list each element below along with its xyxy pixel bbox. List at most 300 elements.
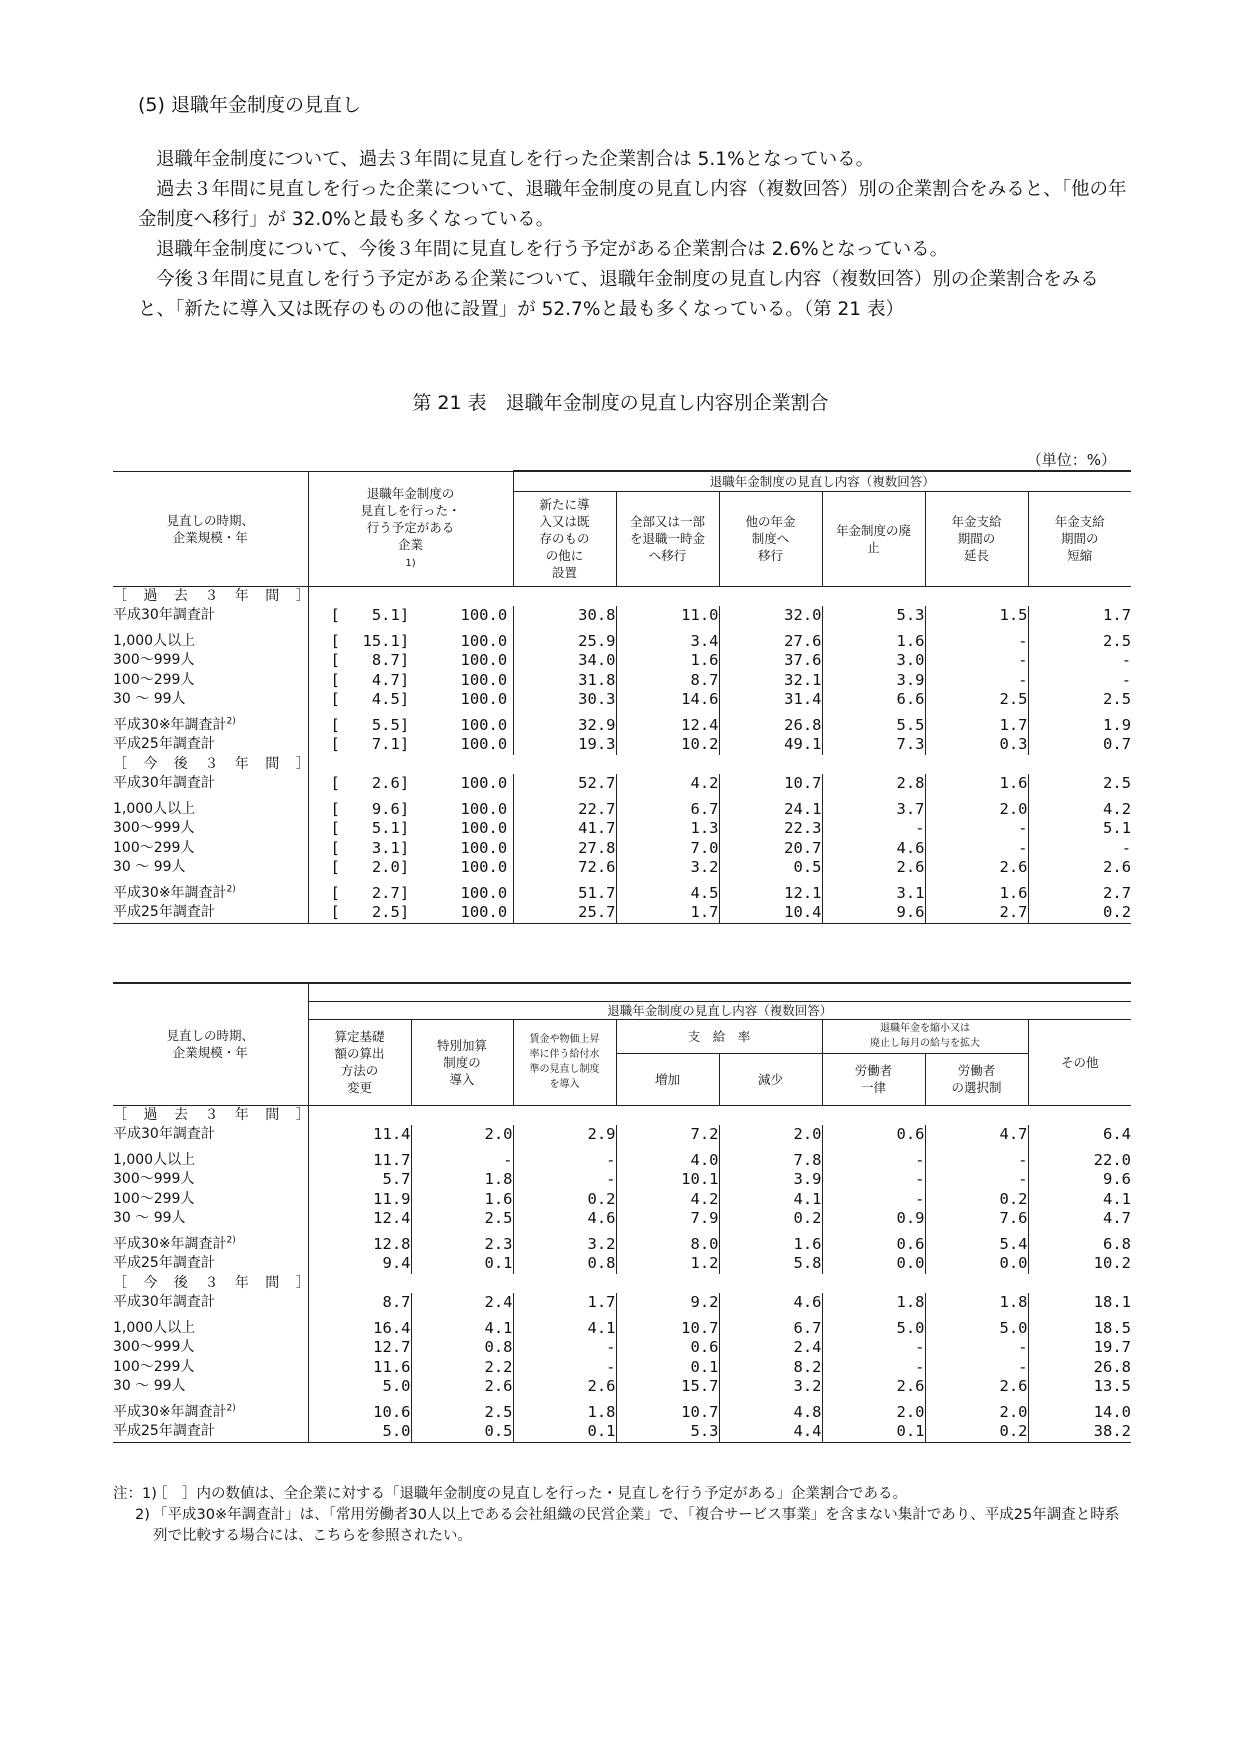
overall-cell <box>308 606 513 626</box>
row-label-text: 平成30年調査計 <box>113 1294 215 1310</box>
table-row <box>113 626 1131 652</box>
value-cell: 12.8 <box>308 1229 411 1255</box>
table-row <box>113 1254 1131 1274</box>
value-cell: 2.9 <box>513 1125 616 1145</box>
bracket-close: ] <box>399 735 410 753</box>
value-cell: - <box>822 819 925 839</box>
value-cell: - <box>411 1145 513 1171</box>
value-cell: 19.3 <box>513 735 616 755</box>
value-cell: 14.6 <box>616 690 719 710</box>
value-cell: 10.2 <box>1093 1254 1131 1272</box>
value-cell: 52.7 <box>513 774 616 794</box>
unit-label: （単位：%） <box>1026 451 1116 469</box>
value-cell: 4.8 <box>719 1397 822 1423</box>
bracket-close: ] <box>399 819 410 837</box>
bracket-value: 5.1 <box>371 606 400 624</box>
total-value: 100.0 <box>460 883 508 902</box>
value-cell: 32.0 <box>719 606 822 626</box>
col-benefit-review: 賃金や物価上昇 率に伴う給付水 準の見直し制度 を導入 <box>513 1019 616 1105</box>
value-cell: 3.4 <box>616 626 719 652</box>
period-label <box>113 586 316 606</box>
value-cell: 1.6 <box>411 1190 513 1210</box>
value-cell: 5.3 <box>616 1422 719 1442</box>
row-label <box>113 1377 308 1397</box>
table-row <box>113 690 1131 710</box>
value-cell: 31.4 <box>719 690 822 710</box>
table-1 <box>113 470 1131 924</box>
row-label <box>113 1170 308 1190</box>
total-value: 100.0 <box>460 690 508 708</box>
value-cell: 10.7 <box>616 1313 719 1339</box>
value-cell: 6.6 <box>822 690 925 710</box>
value-cell: 19.7 <box>1093 1338 1131 1356</box>
value-cell: 1.7 <box>616 903 719 923</box>
row-label-text: 300～999人 <box>113 1171 195 1187</box>
value-cell: 0.9 <box>822 1209 925 1229</box>
bracket-close: ] <box>399 799 410 818</box>
value-cell: 2.4 <box>411 1293 513 1313</box>
bracket-open: [ <box>330 858 340 876</box>
bracket-value: 2.0 <box>371 858 400 876</box>
table-row <box>113 839 1131 859</box>
group-header: 退職年金制度の見直し内容（複数回答） <box>513 471 1131 491</box>
row-label-text: 平成25年調査計 <box>113 736 215 752</box>
row-label <box>113 819 308 839</box>
value-cell: 5.3 <box>822 606 925 626</box>
bracket-close: ] <box>399 606 410 624</box>
value-cell: 0.5 <box>719 858 822 878</box>
row-label <box>113 1229 308 1255</box>
empty-cell <box>308 1274 1131 1294</box>
value-cell: 1.5 <box>925 606 1028 626</box>
row-label-text: ［ 過 去 ３ 年 間 ］ <box>113 587 316 604</box>
value-cell: - <box>1121 838 1132 857</box>
value-cell: 34.0 <box>513 651 616 671</box>
table-row <box>113 1358 1131 1378</box>
bracket-value: 5.5 <box>371 715 400 734</box>
value-cell: 6.7 <box>719 1313 822 1339</box>
total-value: 100.0 <box>460 774 508 792</box>
table-2-body <box>113 1105 1131 1442</box>
value-cell: 41.7 <box>513 819 616 839</box>
value-cell: 9.2 <box>616 1293 719 1313</box>
bracket-open: [ <box>330 735 340 753</box>
overall-cell <box>308 819 513 839</box>
total-value: 100.0 <box>460 631 508 650</box>
bracket-close: ] <box>399 858 410 876</box>
bracket-open: [ <box>330 774 340 792</box>
value-cell: 3.9 <box>719 1170 822 1190</box>
value-cell: 0.2 <box>1028 903 1131 923</box>
value-cell: 10.2 <box>616 735 719 755</box>
total-value: 100.0 <box>460 651 508 669</box>
table-2 <box>113 982 1131 1443</box>
footnote-label: 2) <box>135 1507 150 1523</box>
table-row <box>113 878 1131 904</box>
row-label-text: 30 ～ 99人 <box>113 859 186 875</box>
overall-cell <box>308 651 513 671</box>
value-cell: 18.1 <box>1093 1293 1131 1311</box>
value-cell: 12.1 <box>719 878 822 904</box>
bracket-value: 3.1 <box>371 838 400 857</box>
value-cell: 4.1 <box>513 1313 616 1339</box>
overall-cell <box>308 839 513 859</box>
bracket-value: 9.6 <box>371 799 400 818</box>
overall-cell <box>308 710 513 736</box>
value-cell: 2.5 <box>1103 631 1132 650</box>
row-label-text: 300～999人 <box>113 820 195 836</box>
value-cell: - <box>925 1358 1028 1378</box>
value-cell: 2.3 <box>411 1229 513 1255</box>
total-value: 100.0 <box>460 715 508 734</box>
table-row <box>113 774 1131 794</box>
period-label <box>113 1274 316 1294</box>
period-label <box>113 755 316 775</box>
value-cell: 1.8 <box>925 1293 1028 1313</box>
value-cell: 0.7 <box>1103 735 1132 753</box>
value-cell: - <box>513 1145 616 1171</box>
table-row <box>113 651 1131 671</box>
overall-cell <box>308 858 513 878</box>
col-rate-down: 減少 <box>719 1053 822 1105</box>
value-cell: 7.0 <box>616 839 719 859</box>
value-cell: 1.3 <box>616 819 719 839</box>
bracket-close: ] <box>399 903 410 921</box>
row-label <box>113 1125 308 1145</box>
table-row <box>113 1422 1131 1442</box>
value-cell: 27.8 <box>513 839 616 859</box>
value-cell: 6.4 <box>1103 1125 1131 1143</box>
value-cell: 9.4 <box>308 1254 411 1274</box>
value-cell: 2.8 <box>822 774 925 794</box>
value-cell: 31.8 <box>513 671 616 691</box>
value-cell: - <box>925 1338 1028 1358</box>
value-cell: 2.5 <box>411 1209 513 1229</box>
value-cell: 0.1 <box>822 1422 925 1442</box>
value-cell: 26.8 <box>719 710 822 736</box>
row-label-text: ［ 過 去 ３ 年 間 ］ <box>113 1106 316 1123</box>
footnote <box>113 1505 1123 1547</box>
value-cell: 30.8 <box>513 606 616 626</box>
row-label-text: 1,000人以上 <box>113 632 196 649</box>
value-cell: 1.6 <box>822 626 925 652</box>
value-cell: 8.7 <box>308 1293 411 1313</box>
value-cell: 2.0 <box>719 1125 822 1145</box>
table-row <box>113 1293 1131 1313</box>
value-cell: 2.6 <box>1103 858 1132 876</box>
total-value: 100.0 <box>460 838 508 857</box>
value-cell: - <box>925 671 1028 691</box>
table-row <box>113 1229 1131 1255</box>
value-cell: 16.4 <box>308 1313 411 1339</box>
row-label-text: 30 ～ 99人 <box>113 691 186 707</box>
value-cell: - <box>822 1338 925 1358</box>
bracket-open: [ <box>330 883 340 902</box>
total-value: 100.0 <box>460 799 508 818</box>
value-cell: 4.7 <box>925 1125 1028 1145</box>
header-spacer <box>308 983 1131 1001</box>
value-cell: 8.7 <box>616 671 719 691</box>
value-cell: 12.7 <box>308 1338 411 1358</box>
value-cell: 3.2 <box>616 858 719 878</box>
value-cell: 11.4 <box>308 1125 411 1145</box>
footnote-text: ［ ］内の数値は、全企業に対する「退職年金制度の見直しを行った・見直しを行う予定がある」企業割合である。 <box>153 1486 907 1502</box>
bracket-close: ] <box>399 883 410 902</box>
value-cell: 24.1 <box>719 794 822 820</box>
bracket-close: ] <box>399 690 410 708</box>
bracket-open: [ <box>330 819 340 837</box>
total-value: 100.0 <box>460 735 508 753</box>
row-label-text: 100～299人 <box>113 671 195 688</box>
value-cell: 3.1 <box>822 878 925 904</box>
overall-cell <box>308 903 513 923</box>
bracket-open: [ <box>330 903 340 921</box>
footnote <box>113 1484 1123 1505</box>
total-value: 100.0 <box>460 858 508 876</box>
table-row <box>113 1145 1131 1171</box>
value-cell: 10.7 <box>616 1397 719 1423</box>
value-cell: 11.7 <box>308 1145 411 1171</box>
value-cell: 1.7 <box>513 1293 616 1313</box>
value-cell: 11.6 <box>308 1358 411 1378</box>
value-cell: - <box>513 1170 616 1190</box>
value-cell: 7.8 <box>719 1145 822 1171</box>
value-cell: 72.6 <box>513 858 616 878</box>
value-cell: 7.3 <box>822 735 925 755</box>
value-cell: 1.8 <box>822 1293 925 1313</box>
value-cell: - <box>925 651 1028 671</box>
value-cell: 26.8 <box>1093 1357 1131 1376</box>
bracket-value: 2.6 <box>371 774 400 792</box>
value-cell: 0.3 <box>925 735 1028 755</box>
paragraph: 今後３年間に見直しを行う予定がある企業について、退職年金制度の見直し内容（複数回答）別の企業割合をみると、「新たに導入又は既存のものの他に設置」が 52.7%と最も多くなっている。（第 21 表） <box>138 269 1099 320</box>
table-row <box>113 1170 1131 1190</box>
row-label <box>113 1422 308 1442</box>
value-cell: 25.9 <box>513 626 616 652</box>
row-label <box>113 690 308 710</box>
row-label-text: 平成30年調査計 <box>113 775 215 791</box>
paragraph: 過去３年間に見直しを行った企業について、退職年金制度の見直し内容（複数回答）別の企業割合をみると、「他の年金制度へ移行」が 32.0%と最も多くなっている。 <box>138 179 1127 230</box>
value-cell: 4.1 <box>411 1313 513 1339</box>
row-label-text: 1,000人以上 <box>113 1151 196 1168</box>
period-label <box>113 1105 316 1125</box>
value-cell: 20.7 <box>719 839 822 859</box>
value-cell: 3.2 <box>719 1377 822 1397</box>
table-row <box>113 1125 1131 1145</box>
value-cell: 3.0 <box>822 651 925 671</box>
table-row <box>113 1377 1131 1397</box>
table-row <box>113 1397 1131 1423</box>
value-cell: 4.6 <box>822 839 925 859</box>
value-cell: 4.0 <box>616 1145 719 1171</box>
bracket-value: 15.1 <box>362 631 400 650</box>
bracket-value: 2.5 <box>371 903 400 921</box>
bracket-close: ] <box>399 715 410 734</box>
footnote-ref: 2) <box>226 1402 236 1413</box>
value-cell: 2.6 <box>925 858 1028 878</box>
value-cell: 6.8 <box>1103 1234 1131 1253</box>
value-cell: 12.4 <box>308 1209 411 1229</box>
value-cell: 1.8 <box>411 1170 513 1190</box>
row-label <box>113 878 308 904</box>
row-label-text: 300～999人 <box>113 1339 195 1355</box>
value-cell: 1.6 <box>925 774 1028 794</box>
value-cell: 0.1 <box>513 1422 616 1442</box>
value-cell: 2.5 <box>925 690 1028 710</box>
value-cell: 2.6 <box>822 858 925 878</box>
value-cell: 0.6 <box>822 1229 925 1255</box>
value-cell: - <box>513 1358 616 1378</box>
value-cell: 2.5 <box>1103 774 1132 792</box>
bracket-value: 4.7 <box>371 670 400 689</box>
table-row <box>113 794 1131 820</box>
bracket-open: [ <box>330 606 340 624</box>
value-cell: - <box>822 1190 925 1210</box>
value-cell: 3.7 <box>822 794 925 820</box>
bracket-value: 8.7 <box>371 651 400 669</box>
value-cell: 5.0 <box>925 1313 1028 1339</box>
col-abolish: 年金制度の廃 止 <box>822 491 925 586</box>
row-label-text: 1,000人以上 <box>113 800 196 817</box>
value-cell: - <box>925 839 1028 859</box>
empty-cell <box>308 1105 1131 1125</box>
col-new-install: 新たに導 入又は既 存のもの の他に 設置 <box>513 491 616 586</box>
overall-cell <box>308 671 513 691</box>
value-cell: 5.1 <box>1103 819 1132 837</box>
row-label <box>113 1254 308 1274</box>
table-row <box>113 735 1131 755</box>
row-label <box>113 671 308 691</box>
value-cell: 25.7 <box>513 903 616 923</box>
paragraph: 退職年金制度について、今後３年間に見直しを行う予定がある企業割合は 2.6%となっている。 <box>156 239 949 260</box>
value-cell: 4.2 <box>616 774 719 794</box>
table-row <box>113 1190 1131 1210</box>
value-cell: 4.6 <box>719 1293 822 1313</box>
value-cell: 0.8 <box>513 1254 616 1274</box>
row-label-text: ［ 今 後 ３ 年 間 ］ <box>113 1274 316 1291</box>
value-cell: 0.1 <box>411 1254 513 1274</box>
value-cell: 18.5 <box>1093 1318 1131 1337</box>
bracket-open: [ <box>330 838 340 857</box>
footnotes <box>113 1484 1123 1547</box>
col-shrink-group: 退職年金を縮小又は 廃止し毎月の給与を拡大 <box>822 1019 1028 1053</box>
overall-cell <box>308 626 513 652</box>
bracket-value: 2.7 <box>371 883 400 902</box>
row-label <box>113 710 308 736</box>
value-cell: 7.6 <box>925 1209 1028 1229</box>
bracket-close: ] <box>399 670 410 689</box>
row-label-text: ［ 今 後 ３ 年 間 ］ <box>113 755 316 772</box>
value-cell: 5.4 <box>925 1229 1028 1255</box>
row-label <box>113 1293 308 1313</box>
row-label <box>113 1190 308 1210</box>
value-cell: 12.4 <box>616 710 719 736</box>
table-row <box>113 819 1131 839</box>
paragraph: 退職年金制度について、過去３年間に見直しを行った企業割合は 5.1%となっている。 <box>156 149 875 170</box>
col-overall: 退職年金制度の 見直しを行った・ 行う予定がある 企業 1) <box>308 471 513 586</box>
overall-cell <box>308 794 513 820</box>
table-row <box>113 1105 1131 1125</box>
col-calc-method: 算定基礎 額の算出 方法の 変更 <box>308 1019 411 1105</box>
value-cell: 1.7 <box>925 710 1028 736</box>
total-value: 100.0 <box>460 819 508 837</box>
value-cell: 1.2 <box>616 1254 719 1274</box>
col-extend: 年金支給 期間の 延長 <box>925 491 1028 586</box>
value-cell: 5.0 <box>308 1377 411 1397</box>
row-label-text: 平成30年調査計 <box>113 607 215 623</box>
overall-cell <box>308 774 513 794</box>
table-row <box>113 1274 1131 1294</box>
value-cell: - <box>925 1170 1028 1190</box>
value-cell: 2.6 <box>411 1377 513 1397</box>
bracket-value: 4.5 <box>371 690 400 708</box>
value-cell: 15.7 <box>616 1377 719 1397</box>
value-cell: - <box>925 626 1028 652</box>
row-label-text: 100～299人 <box>113 839 195 856</box>
bracket-open: [ <box>330 631 340 650</box>
table-row <box>113 586 1131 606</box>
value-cell: - <box>822 1358 925 1378</box>
row-label <box>113 839 308 859</box>
col-other-pension: 他の年金 制度へ 移行 <box>719 491 822 586</box>
row-label <box>113 858 308 878</box>
col-special-addition: 特別加算 制度の 導入 <box>411 1019 513 1105</box>
value-cell: 10.7 <box>719 774 822 794</box>
value-cell: 1.8 <box>513 1397 616 1423</box>
row-label-text: 平成30※年調査計 <box>113 1235 227 1252</box>
value-cell: 2.0 <box>925 1397 1028 1423</box>
overall-cell <box>308 735 513 755</box>
value-cell: 1.6 <box>616 651 719 671</box>
footnote-label: 注：1) <box>113 1486 157 1502</box>
value-cell: 14.0 <box>1093 1402 1131 1421</box>
table-1-body <box>113 586 1131 923</box>
value-cell: 38.2 <box>1028 1422 1131 1442</box>
value-cell: 5.5 <box>822 710 925 736</box>
value-cell: 0.2 <box>925 1422 1028 1442</box>
value-cell: - <box>1121 670 1132 689</box>
row-label <box>113 1209 308 1229</box>
table-row <box>113 1313 1131 1339</box>
bracket-open: [ <box>330 690 340 708</box>
value-cell: 49.1 <box>719 735 822 755</box>
value-cell: 9.6 <box>1103 1170 1131 1188</box>
value-cell: 2.6 <box>925 1377 1028 1397</box>
value-cell: 2.7 <box>925 903 1028 923</box>
value-cell: 0.2 <box>513 1190 616 1210</box>
value-cell: 22.7 <box>513 794 616 820</box>
table-title: 第 21 表 退職年金制度の見直し内容別企業割合 <box>412 392 829 414</box>
table-row <box>113 1338 1131 1358</box>
value-cell: 30.3 <box>513 690 616 710</box>
value-cell: 2.2 <box>411 1358 513 1378</box>
footnote-ref: 2) <box>226 715 236 726</box>
value-cell: - <box>513 1338 616 1358</box>
value-cell: 4.5 <box>616 878 719 904</box>
value-cell: 1.7 <box>1103 606 1132 624</box>
value-cell: 0.5 <box>411 1422 513 1442</box>
row-label-text: 100～299人 <box>113 1358 195 1375</box>
value-cell: 0.2 <box>719 1209 822 1229</box>
value-cell: 13.5 <box>1093 1377 1131 1395</box>
total-value: 100.0 <box>460 670 508 689</box>
row-label <box>113 651 308 671</box>
bracket-open: [ <box>330 651 340 669</box>
total-value: 100.0 <box>460 903 508 921</box>
value-cell: 3.2 <box>513 1229 616 1255</box>
value-cell: - <box>822 1145 925 1171</box>
row-label-text: 300～999人 <box>113 652 195 668</box>
